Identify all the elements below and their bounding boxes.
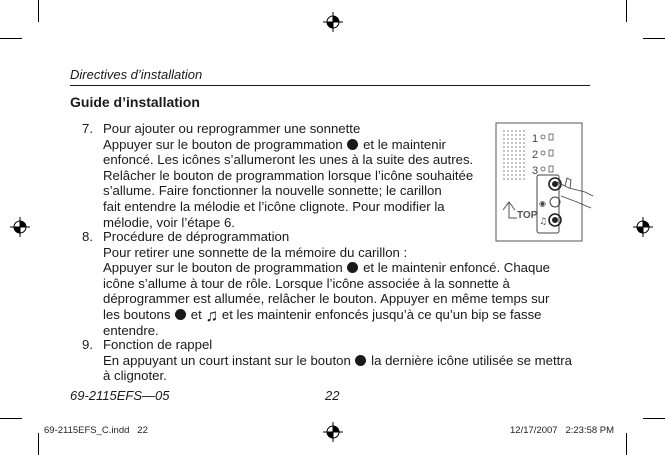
header-rule xyxy=(70,85,590,86)
svg-text:◉: ◉ xyxy=(539,199,546,208)
device-row-label: 3 xyxy=(532,165,539,177)
step-text: la dernière icône utilisée se mettra xyxy=(371,352,573,368)
section-title: Guide d’installation xyxy=(70,94,200,110)
step-text: les boutons xyxy=(103,306,171,322)
speaker-grille xyxy=(503,130,525,180)
device-row-label: 1 xyxy=(532,133,539,145)
step-text: à clignoter. xyxy=(103,368,167,384)
device-top-label: TOP xyxy=(517,210,538,221)
program-button-icon xyxy=(347,139,358,150)
program-button-icon xyxy=(347,262,358,273)
step-text: s’allume. Faire fonctionner la nouvelle sonnette; le carillon xyxy=(103,183,442,199)
step-text: et le maintenir enfoncé. Chaque xyxy=(363,260,551,276)
crop-mark xyxy=(643,38,665,39)
slug-file-name: 69-2115EFS_C.indd 22 xyxy=(44,425,148,436)
crop-mark xyxy=(643,418,665,419)
step-heading: Pour ajouter ou reprogrammer une sonnette xyxy=(103,121,361,136)
step-text: fait entendre la mélodie et l’icône clignote. Pour modifier la xyxy=(103,198,445,214)
running-header: Directives d’installation xyxy=(70,67,203,82)
step-heading: Procédure de déprogrammation xyxy=(103,229,290,244)
registration-mark-icon xyxy=(633,217,653,237)
program-button-icon xyxy=(175,309,186,320)
step-text: mélodie, voir l’étape 6. xyxy=(103,214,235,230)
step-text: icône s’allume à tour de rôle. Lorsque l’icône associée à la sonnette à xyxy=(103,275,510,291)
registration-mark-icon xyxy=(10,217,30,237)
registration-mark-icon xyxy=(323,422,343,442)
registration-mark-icon xyxy=(323,12,343,32)
step-number: 8. xyxy=(82,229,93,244)
step-number: 9. xyxy=(82,337,93,352)
step-heading: Fonction de rappel xyxy=(103,337,213,352)
page-number: 22 xyxy=(325,388,340,403)
crop-mark xyxy=(626,0,627,22)
step-text: déprogrammer est allumée, relâcher le bouton. Appuyer en même temps sur xyxy=(103,291,550,307)
chime-device-illustration xyxy=(495,122,595,246)
crop-mark xyxy=(0,38,22,39)
program-button-icon xyxy=(355,355,366,366)
step-text: Relâcher le bouton de programmation lorsque l’icône souhaitée xyxy=(103,167,474,183)
step-text: et le maintenir xyxy=(363,136,446,152)
slug-timestamp: 12/17/2007 2:23:58 PM xyxy=(510,425,615,436)
step-number: 7. xyxy=(82,121,93,136)
crop-mark xyxy=(0,418,22,419)
crop-mark xyxy=(626,433,627,455)
step-text: entendre. xyxy=(103,322,159,338)
document-number: 69-2115EFS—05 xyxy=(70,388,170,403)
step-text: En appuyant un court instant sur le bouton xyxy=(103,352,351,368)
step-text: enfoncé. Les icônes s’allumeront les unes à la suite des autres. xyxy=(103,152,474,168)
step-text: Pour retirer une sonnette de la mémoire du carillon : xyxy=(103,244,408,260)
svg-text:♫: ♫ xyxy=(539,217,548,227)
step-text: Appuyer sur le bouton de programmation xyxy=(103,260,343,276)
crop-mark xyxy=(38,0,39,22)
step-text: et les maintenir enfoncés jusqu’à ce qu’un bip se fasse xyxy=(221,306,542,322)
music-note-icon: ♫ xyxy=(205,305,219,325)
step-text: Appuyer sur le bouton de programmation xyxy=(103,136,343,152)
device-row-label: 2 xyxy=(532,149,539,161)
crop-mark xyxy=(38,433,39,455)
step-text: et xyxy=(190,306,202,322)
